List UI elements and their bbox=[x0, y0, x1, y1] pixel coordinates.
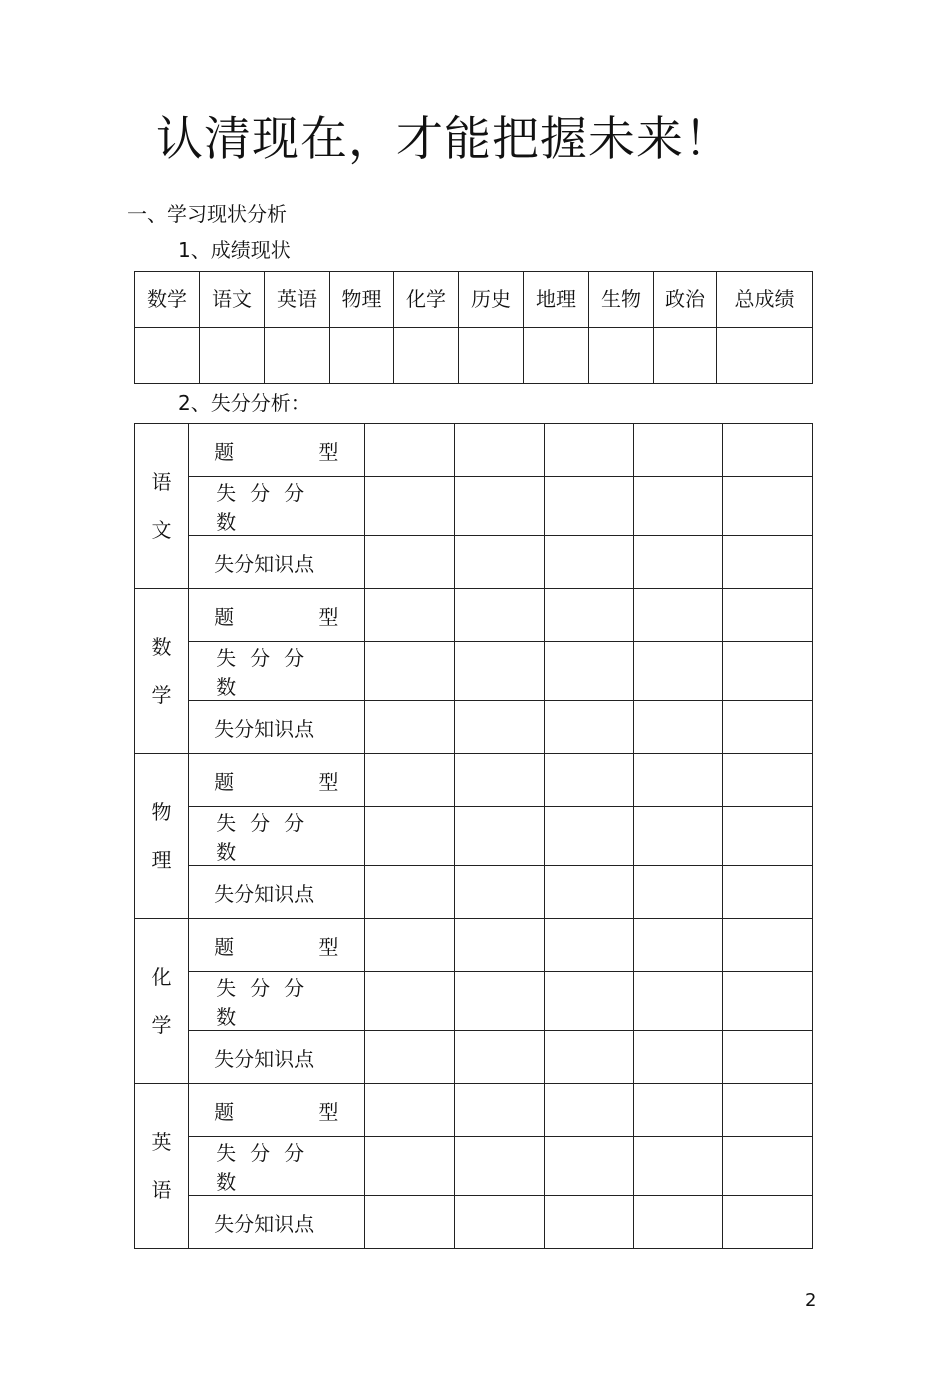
loss-entry-cell[interactable] bbox=[544, 754, 633, 807]
row-label bbox=[189, 477, 365, 536]
loss-entry-cell[interactable] bbox=[544, 701, 633, 754]
score-cell[interactable] bbox=[589, 328, 654, 384]
loss-entry-cell[interactable] bbox=[365, 866, 455, 919]
row-label bbox=[189, 972, 365, 1031]
loss-entry-cell[interactable] bbox=[544, 866, 633, 919]
loss-row bbox=[135, 701, 813, 754]
row-label bbox=[189, 866, 365, 919]
header-cell: 英语 bbox=[265, 272, 330, 328]
loss-entry-cell[interactable] bbox=[633, 807, 722, 866]
row-label-text: 失分分数 bbox=[216, 811, 319, 864]
loss-entry-cell[interactable] bbox=[544, 972, 633, 1031]
header-cell: 物理 bbox=[330, 272, 394, 328]
loss-entry-cell[interactable] bbox=[455, 1084, 544, 1137]
row-label-text: 题 bbox=[214, 1099, 235, 1124]
loss-row bbox=[135, 536, 813, 589]
subject-char: 物 bbox=[151, 800, 172, 824]
loss-entry-cell[interactable] bbox=[365, 589, 455, 642]
subsection-heading-scores: 1、成绩现状 bbox=[178, 238, 291, 262]
loss-entry-cell[interactable] bbox=[544, 1031, 633, 1084]
loss-entry-cell[interactable] bbox=[633, 1031, 722, 1084]
subject-char: 化 bbox=[151, 965, 172, 989]
loss-entry-cell[interactable] bbox=[722, 972, 812, 1031]
loss-row bbox=[135, 1137, 813, 1196]
row-label bbox=[189, 536, 365, 589]
loss-entry-cell[interactable] bbox=[633, 1084, 722, 1137]
score-value-row bbox=[135, 328, 813, 384]
loss-entry-cell[interactable] bbox=[365, 1084, 455, 1137]
subject-char: 学 bbox=[151, 1013, 172, 1037]
loss-entry-cell[interactable] bbox=[544, 1084, 633, 1137]
header-cell: 政治 bbox=[654, 272, 717, 328]
score-cell[interactable] bbox=[330, 328, 394, 384]
loss-entry-cell[interactable] bbox=[455, 701, 544, 754]
loss-entry-cell[interactable] bbox=[633, 1196, 722, 1249]
loss-row bbox=[135, 477, 813, 536]
loss-row bbox=[135, 919, 813, 972]
loss-entry-cell[interactable] bbox=[365, 807, 455, 866]
loss-entry-cell[interactable] bbox=[365, 1137, 455, 1196]
score-cell[interactable] bbox=[394, 328, 459, 384]
subject-char: 语 bbox=[151, 1178, 172, 1202]
loss-entry-cell[interactable] bbox=[365, 701, 455, 754]
loss-entry-cell[interactable] bbox=[365, 642, 455, 701]
row-label-text: 题 bbox=[214, 769, 235, 794]
row-label bbox=[189, 1137, 365, 1196]
header-cell: 地理 bbox=[524, 272, 589, 328]
loss-entry-cell[interactable] bbox=[455, 754, 544, 807]
row-label-text: 题 bbox=[214, 439, 235, 464]
loss-entry-cell[interactable] bbox=[544, 1137, 633, 1196]
loss-entry-cell[interactable] bbox=[365, 972, 455, 1031]
row-label-text: 失分分数 bbox=[216, 481, 319, 534]
row-label-text: 型 bbox=[318, 604, 339, 629]
subject-label bbox=[135, 1084, 189, 1249]
loss-entry-cell[interactable] bbox=[722, 807, 812, 866]
loss-entry-cell[interactable] bbox=[455, 1196, 544, 1249]
loss-entry-cell[interactable] bbox=[722, 642, 812, 701]
loss-entry-cell[interactable] bbox=[455, 1031, 544, 1084]
score-cell[interactable] bbox=[200, 328, 265, 384]
loss-row bbox=[135, 589, 813, 642]
loss-entry-cell[interactable] bbox=[365, 477, 455, 536]
row-label bbox=[189, 642, 365, 701]
subject-char: 理 bbox=[151, 848, 172, 872]
loss-entry-cell[interactable] bbox=[544, 424, 633, 477]
loss-row bbox=[135, 642, 813, 701]
subject-char: 文 bbox=[151, 518, 172, 542]
loss-entry-cell[interactable] bbox=[365, 1031, 455, 1084]
loss-row bbox=[135, 1196, 813, 1249]
row-label-text: 失分知识点 bbox=[214, 1046, 315, 1071]
header-cell: 语文 bbox=[200, 272, 265, 328]
score-cell[interactable] bbox=[135, 328, 200, 384]
loss-entry-cell[interactable] bbox=[544, 1196, 633, 1249]
row-label-text: 型 bbox=[318, 439, 339, 464]
loss-entry-cell[interactable] bbox=[633, 919, 722, 972]
loss-entry-cell[interactable] bbox=[633, 589, 722, 642]
row-label bbox=[189, 1084, 365, 1137]
loss-entry-cell[interactable] bbox=[365, 919, 455, 972]
loss-entry-cell[interactable] bbox=[455, 972, 544, 1031]
loss-entry-cell[interactable] bbox=[633, 701, 722, 754]
loss-entry-cell[interactable] bbox=[722, 701, 812, 754]
subject-label bbox=[135, 754, 189, 919]
score-cell[interactable] bbox=[654, 328, 717, 384]
loss-row bbox=[135, 1031, 813, 1084]
loss-row bbox=[135, 866, 813, 919]
loss-row bbox=[135, 972, 813, 1031]
loss-entry-cell[interactable] bbox=[722, 1137, 812, 1196]
score-cell[interactable] bbox=[717, 328, 813, 384]
loss-entry-cell[interactable] bbox=[455, 477, 544, 536]
loss-entry-cell[interactable] bbox=[544, 477, 633, 536]
row-label bbox=[189, 754, 365, 807]
loss-entry-cell[interactable] bbox=[633, 536, 722, 589]
score-cell[interactable] bbox=[459, 328, 524, 384]
loss-entry-cell[interactable] bbox=[544, 589, 633, 642]
loss-entry-cell[interactable] bbox=[633, 972, 722, 1031]
loss-entry-cell[interactable] bbox=[722, 536, 812, 589]
loss-entry-cell[interactable] bbox=[365, 754, 455, 807]
page-title: 认清现在，才能把握未来！ bbox=[156, 112, 732, 167]
row-label bbox=[189, 807, 365, 866]
subject-label bbox=[135, 424, 189, 589]
loss-entry-cell[interactable] bbox=[455, 642, 544, 701]
header-cell: 生物 bbox=[589, 272, 654, 328]
row-label bbox=[189, 424, 365, 477]
loss-entry-cell[interactable] bbox=[544, 642, 633, 701]
row-label-text: 型 bbox=[318, 934, 339, 959]
loss-entry-cell[interactable] bbox=[633, 642, 722, 701]
row-label bbox=[189, 1196, 365, 1249]
loss-entry-cell[interactable] bbox=[455, 1137, 544, 1196]
loss-entry-cell[interactable] bbox=[722, 1196, 812, 1249]
row-label-text: 失分知识点 bbox=[214, 551, 315, 576]
row-label-text: 失分分数 bbox=[216, 646, 319, 699]
loss-entry-cell[interactable] bbox=[455, 536, 544, 589]
score-cell[interactable] bbox=[265, 328, 330, 384]
row-label-text: 失分知识点 bbox=[214, 881, 315, 906]
header-cell: 化学 bbox=[394, 272, 459, 328]
row-label-text: 题 bbox=[214, 604, 235, 629]
loss-entry-cell[interactable] bbox=[455, 866, 544, 919]
subject-char: 语 bbox=[151, 470, 172, 494]
loss-entry-cell[interactable] bbox=[722, 1084, 812, 1137]
row-label bbox=[189, 701, 365, 754]
loss-entry-cell[interactable] bbox=[365, 424, 455, 477]
row-label-text: 失分知识点 bbox=[214, 1211, 315, 1236]
loss-entry-cell[interactable] bbox=[544, 536, 633, 589]
loss-entry-cell[interactable] bbox=[722, 866, 812, 919]
section-heading: 一、学习现状分析 bbox=[127, 202, 287, 226]
loss-entry-cell[interactable] bbox=[455, 424, 544, 477]
loss-entry-cell[interactable] bbox=[722, 589, 812, 642]
subject-label bbox=[135, 919, 189, 1084]
loss-entry-cell[interactable] bbox=[722, 424, 812, 477]
subject-char: 学 bbox=[151, 683, 172, 707]
subject-label bbox=[135, 589, 189, 754]
subject-char: 数 bbox=[151, 635, 172, 659]
subject-char: 英 bbox=[151, 1130, 172, 1154]
loss-entry-cell[interactable] bbox=[455, 589, 544, 642]
loss-row bbox=[135, 1084, 813, 1137]
row-label bbox=[189, 589, 365, 642]
row-label-text: 失分分数 bbox=[216, 976, 319, 1029]
row-label-text: 失分知识点 bbox=[214, 716, 315, 741]
loss-entry-cell[interactable] bbox=[544, 919, 633, 972]
loss-entry-cell[interactable] bbox=[722, 1031, 812, 1084]
loss-entry-cell[interactable] bbox=[544, 807, 633, 866]
loss-entry-cell[interactable] bbox=[455, 807, 544, 866]
row-label-text: 题 bbox=[214, 934, 235, 959]
row-label-text: 型 bbox=[318, 1099, 339, 1124]
header-cell: 总成绩 bbox=[717, 272, 813, 328]
loss-entry-cell[interactable] bbox=[722, 477, 812, 536]
row-label-text: 失分分数 bbox=[216, 1141, 319, 1194]
loss-row bbox=[135, 807, 813, 866]
loss-entry-cell[interactable] bbox=[722, 919, 812, 972]
loss-entry-cell[interactable] bbox=[633, 477, 722, 536]
loss-entry-cell[interactable] bbox=[633, 754, 722, 807]
page-number: 2 bbox=[805, 1290, 817, 1311]
loss-entry-cell[interactable] bbox=[722, 754, 812, 807]
score-header-row bbox=[135, 272, 813, 328]
row-label bbox=[189, 1031, 365, 1084]
loss-entry-cell[interactable] bbox=[633, 1137, 722, 1196]
loss-row bbox=[135, 754, 813, 807]
score-table bbox=[134, 271, 813, 384]
header-cell: 历史 bbox=[459, 272, 524, 328]
loss-row bbox=[135, 424, 813, 477]
loss-entry-cell[interactable] bbox=[633, 424, 722, 477]
loss-entry-cell[interactable] bbox=[633, 866, 722, 919]
subsection-heading-loss: 2、失分分析： bbox=[178, 391, 311, 415]
loss-entry-cell[interactable] bbox=[455, 919, 544, 972]
loss-analysis-table bbox=[134, 423, 813, 1249]
row-label-text: 型 bbox=[318, 769, 339, 794]
header-cell: 数学 bbox=[135, 272, 200, 328]
score-cell[interactable] bbox=[524, 328, 589, 384]
loss-entry-cell[interactable] bbox=[365, 536, 455, 589]
loss-entry-cell[interactable] bbox=[365, 1196, 455, 1249]
row-label bbox=[189, 919, 365, 972]
